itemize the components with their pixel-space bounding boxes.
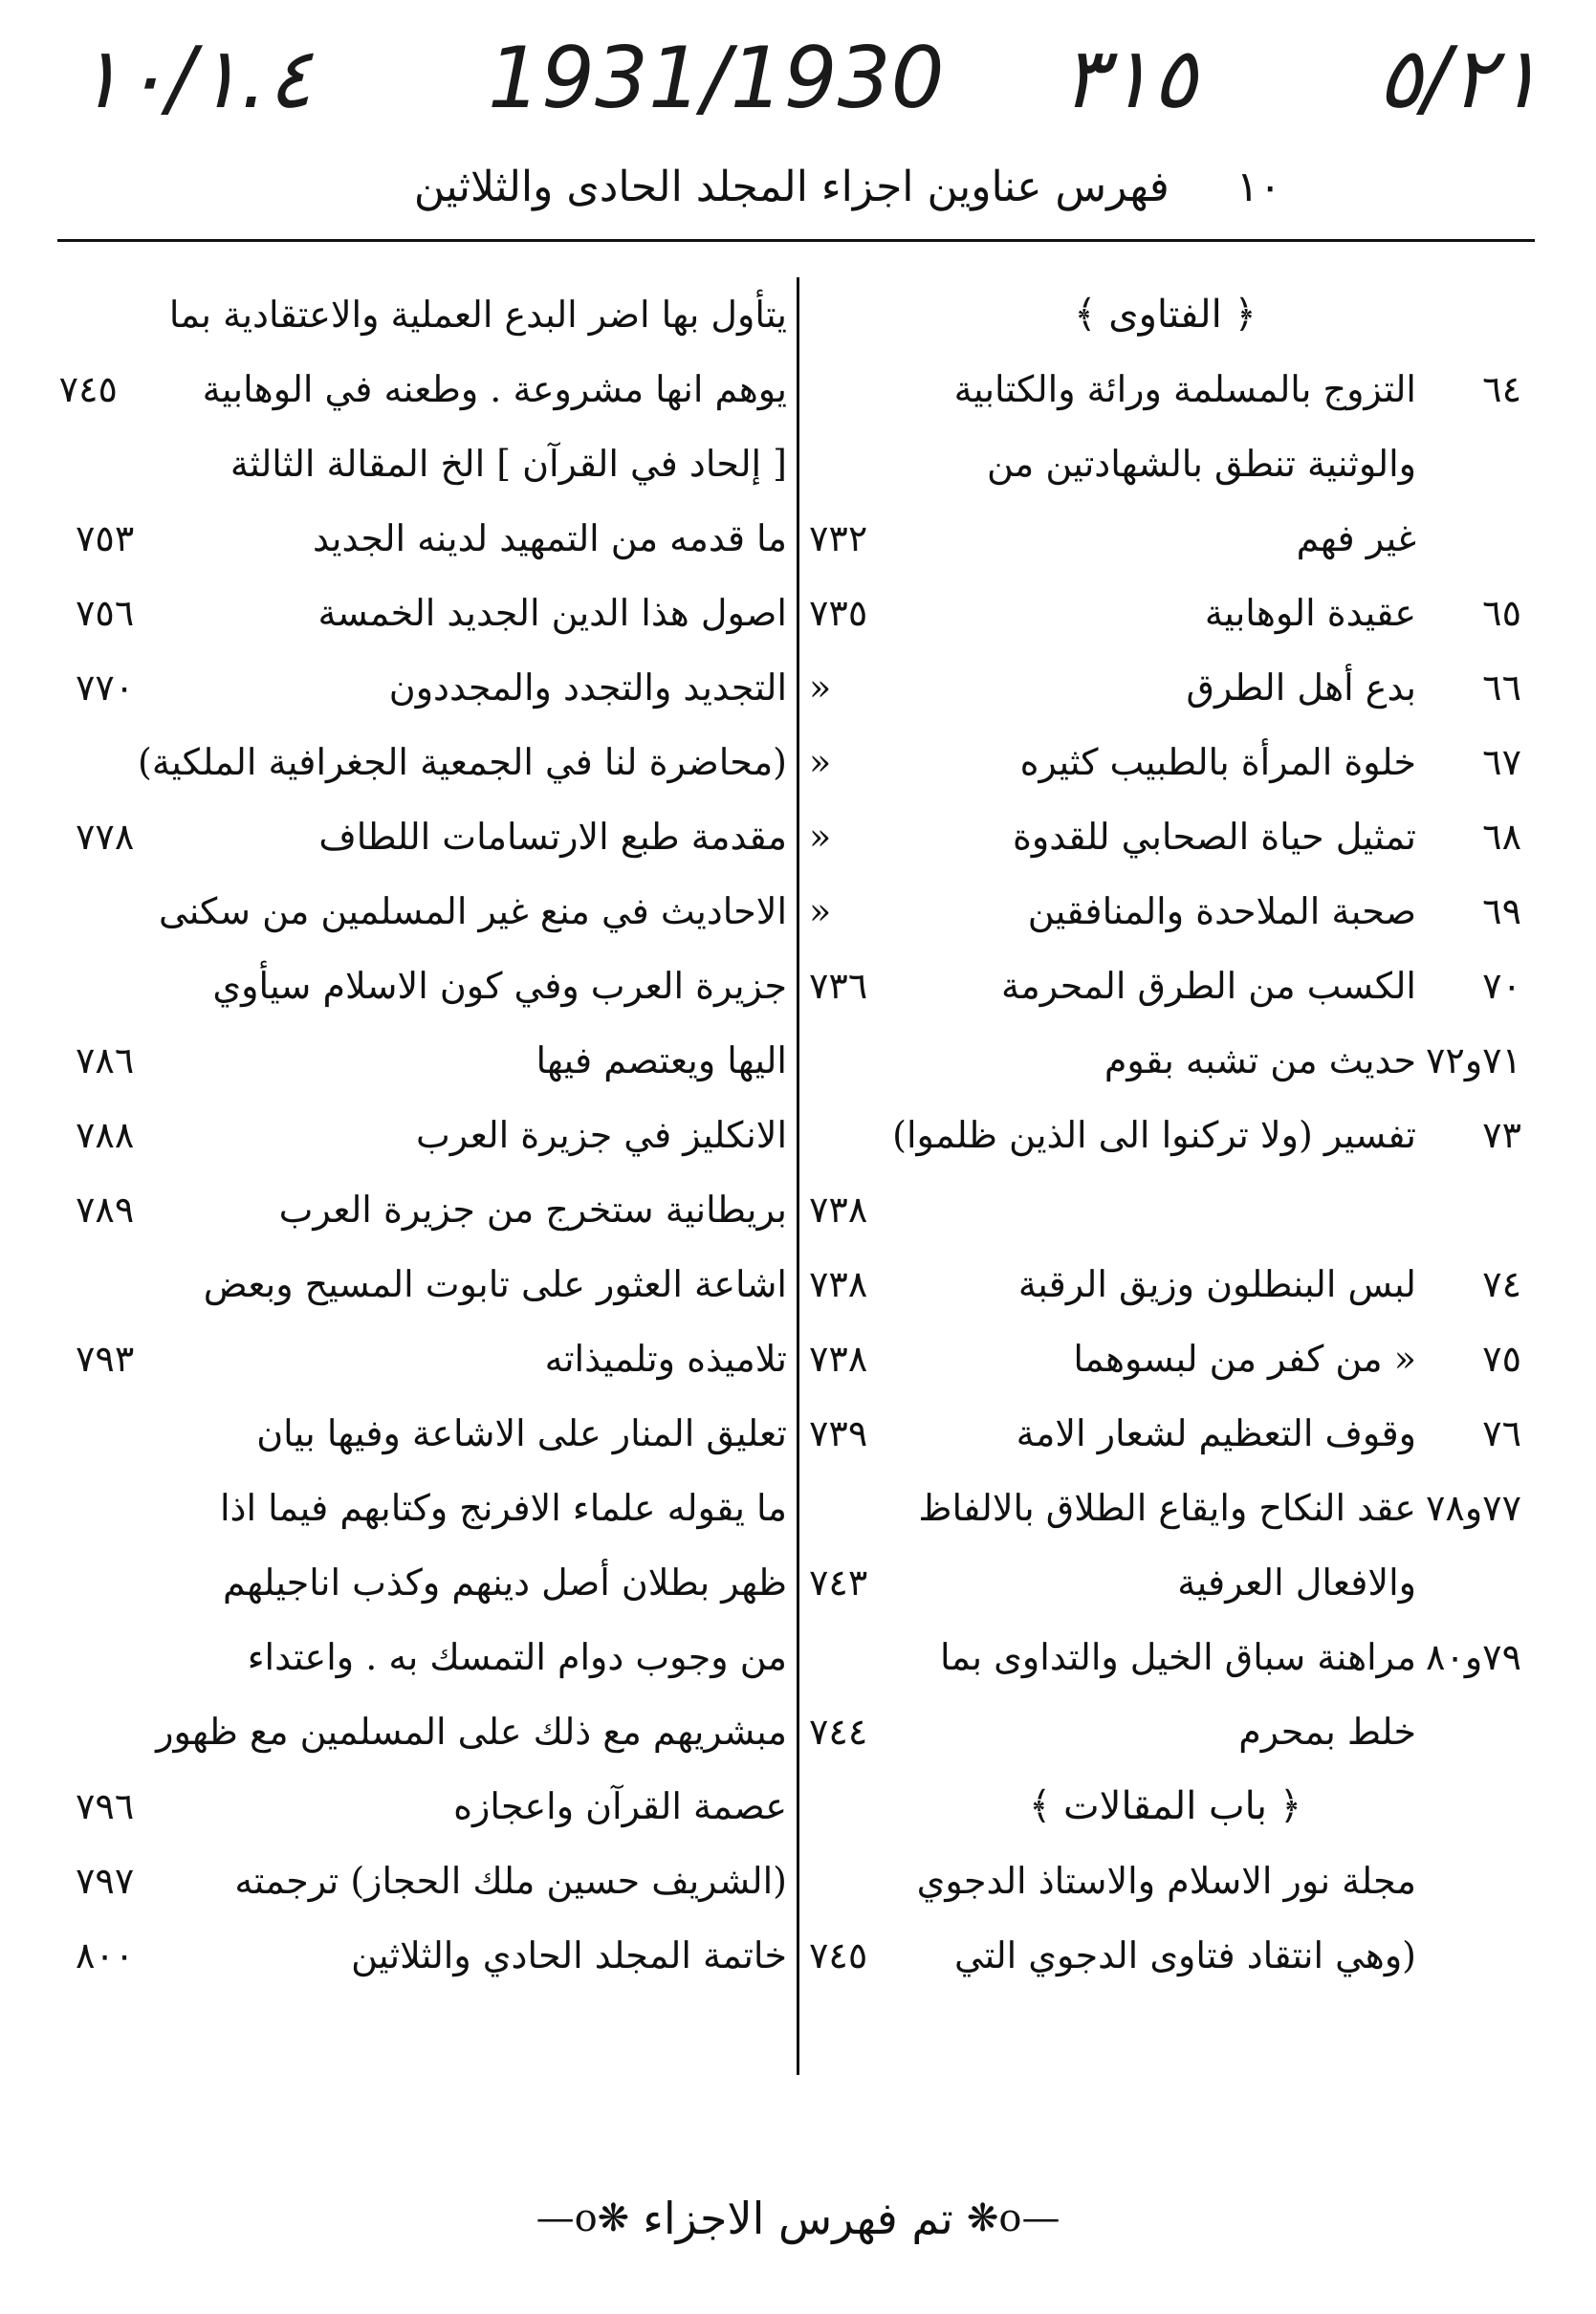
index-entry (809, 1844, 1521, 1918)
entry-number: ٧٣ (1482, 1114, 1521, 1156)
index-entry (76, 426, 787, 501)
index-entry (809, 1023, 1521, 1098)
index-entry (76, 725, 787, 799)
index-entry (809, 1471, 1521, 1545)
index-entry (809, 426, 1521, 501)
index-entry (76, 277, 787, 352)
entry-title: اشاعة العثور على تابوت المسيح وبعض (203, 1263, 787, 1305)
entry-title: التجديد والتجدد والمجددون (388, 666, 787, 709)
entry-title: يوهم انها مشروعة . وطعنه في الوهابية (202, 368, 787, 410)
section-heading-maqalat: ﴿ باب المقالات ﴾ (1028, 1784, 1302, 1828)
entry-page: ٧٣٦ (809, 965, 868, 1007)
entry-number: ٦٩ (1482, 890, 1521, 932)
page-number: ١٠ (1235, 162, 1281, 211)
entry-title: عقيدة الوهابية (1204, 592, 1416, 634)
page-header (335, 153, 1281, 220)
index-entry (76, 1545, 787, 1620)
handwritten-note-3: ٣١٥ (1061, 29, 1197, 127)
index-entry (76, 1471, 787, 1545)
ornament-icon: —o❋ (966, 2196, 1060, 2240)
entry-page: ٧٣٥ (809, 592, 868, 634)
index-entry (809, 1545, 1521, 1620)
entry-number: ٧٤ (1482, 1263, 1521, 1305)
entry-title: بريطانية ستخرج من جزيرة العرب (278, 1189, 787, 1231)
entry-page: ٧٤٥ (809, 1934, 868, 1976)
index-entry (809, 799, 1521, 874)
handwritten-note-1: ١٠/١.٤ (77, 29, 313, 127)
right-column (797, 277, 1535, 2075)
entry-title: (محاضرة لنا في الجمعية الجغرافية الملكية) (138, 741, 787, 783)
entry-page: « (809, 816, 832, 858)
entry-title: مبشريهم مع ذلك على المسلمين مع ظهور (156, 1711, 787, 1753)
entry-page: ٧٥٦ (76, 592, 135, 634)
index-entry (76, 501, 787, 576)
entry-page: ٧٧٠ (76, 666, 135, 709)
entry-number: ٧٩و٨٠ (1425, 1636, 1521, 1678)
entry-number: ٧١و٧٢ (1425, 1039, 1521, 1081)
entry-title: تفسير (ولا تركنوا الى الذين ظلموا) (892, 1114, 1416, 1156)
entry-title: جزيرة العرب وفي كون الاسلام سيأوي (212, 965, 787, 1007)
entry-page: ٧٤٣ (809, 1561, 868, 1604)
entry-number: ٦٤ (1482, 368, 1521, 410)
left-column (58, 277, 797, 2075)
index-entry (76, 1172, 787, 1247)
entry-title: (الشريف حسين ملك الحجاز) ترجمته (234, 1860, 787, 1902)
entry-title: مراهنة سباق الخيل والتداوى بما (939, 1636, 1416, 1678)
entry-title: والوثنية تنطق بالشهادتين من (986, 443, 1416, 485)
index-entry (76, 874, 787, 949)
entry-title: عقد النكاح وايقاع الطلاق بالالفاظ (918, 1487, 1416, 1529)
ornament-icon: ❋o— (536, 2196, 630, 2240)
entry-title: صحبة الملاحدة والمنافقين (1027, 890, 1416, 932)
entry-number: ٦٧ (1482, 741, 1521, 783)
entry-title: مجلة نور الاسلام والاستاذ الدجوي (916, 1860, 1416, 1902)
entry-title: من وجوب دوام التمسك به . واعتداء (247, 1636, 787, 1678)
entry-title: حديث من تشبه بقوم (1104, 1039, 1416, 1081)
entry-page: ٧٣٢ (809, 517, 868, 559)
index-columns (57, 277, 1535, 2075)
index-entry (76, 1769, 787, 1844)
index-entry (76, 949, 787, 1023)
entry-page: ٧٣٨ (809, 1189, 868, 1231)
header-divider (57, 239, 1535, 242)
entry-title: اصول هذا الدين الجديد الخمسة (317, 592, 787, 634)
entry-title: ما قدمه من التمهيد لدينه الجديد (312, 517, 787, 559)
entry-title: خاتمة المجلد الحادي والثلاثين (351, 1934, 787, 1976)
entry-page: « (809, 741, 832, 783)
entry-title: « من كفر من لبسوهما (1073, 1338, 1416, 1380)
entry-title: والافعال العرفية (1177, 1561, 1416, 1604)
index-entry (809, 1098, 1521, 1172)
index-entry (809, 501, 1521, 576)
index-entry (58, 352, 787, 426)
entry-title: تعليق المنار على الاشاعة وفيها بيان (256, 1412, 787, 1454)
page-title: فهرس عناوين اجزاء المجلد الحادى والثلاثين (413, 162, 1170, 211)
entry-page: ٧٩٣ (76, 1338, 135, 1380)
entry-title: تمثيل حياة الصحابي للقدوة (1013, 816, 1416, 858)
index-entry (76, 1098, 787, 1172)
footer (0, 2180, 1596, 2257)
entry-page: ٨٠٠ (76, 1934, 135, 1976)
entry-page: ٧٨٩ (76, 1189, 135, 1231)
entry-page: ٧٥٣ (76, 517, 135, 559)
entry-page: ٧٩٦ (76, 1785, 135, 1827)
index-entry (76, 1321, 787, 1396)
entry-title: تلاميذه وتلميذاته (544, 1338, 787, 1380)
entry-title: الكسب من الطرق المحرمة (1001, 965, 1416, 1007)
entry-title: اليها ويعتصم فيها (536, 1039, 787, 1081)
entry-title: يتأول بها اضر البدع العملية والاعتقادية بما (168, 294, 787, 336)
index-entry (809, 1918, 1521, 1993)
index-entry (809, 949, 1521, 1023)
index-entry (76, 1247, 787, 1321)
entry-page: ٧٤٥ (58, 368, 118, 410)
entry-number: ٦٨ (1482, 816, 1521, 858)
index-entry (809, 1396, 1521, 1471)
entry-title: وقوف التعظيم لشعار الامة (1016, 1412, 1416, 1454)
handwritten-annotations (0, 29, 1596, 163)
entry-title: ظهر بطلان أصل دينهم وكذب اناجيلهم (222, 1561, 787, 1604)
section-heading-fatawa: ﴿ الفتاوى ﴾ (1074, 293, 1257, 337)
entry-page: ٧٩٧ (76, 1860, 135, 1902)
index-entry (809, 650, 1521, 725)
handwritten-note-4: ٥/٢١ (1377, 29, 1541, 127)
entry-page: ٧٣٩ (809, 1412, 868, 1454)
index-entry (76, 650, 787, 725)
entry-number: ٧٥ (1482, 1338, 1521, 1380)
entry-number: ٧٠ (1482, 965, 1521, 1007)
entry-page: ٧٨٦ (76, 1039, 135, 1081)
footer-text: تم فهرس الاجزاء (643, 2193, 953, 2244)
index-entry (76, 1918, 787, 1993)
entry-title: عصمة القرآن واعجازه (453, 1785, 787, 1827)
index-entry (809, 1247, 1521, 1321)
index-entry (76, 1694, 787, 1769)
entry-page: ٧٤٤ (809, 1711, 868, 1753)
entry-title: التزوج بالمسلمة ورائة والكتابية (953, 368, 1416, 410)
index-entry (809, 1321, 1521, 1396)
entry-number: ٦٦ (1482, 666, 1521, 709)
entry-number: ٦٥ (1482, 592, 1521, 634)
entry-page: ٧٣٨ (809, 1338, 868, 1380)
entry-title: مقدمة طبع الارتسامات اللطاف (318, 816, 787, 858)
index-entry (809, 874, 1521, 949)
entry-number: ٧٦ (1482, 1412, 1521, 1454)
entry-page: « (809, 666, 832, 709)
entry-page: ٧٨٨ (76, 1114, 135, 1156)
handwritten-note-2: 1931/1930 (488, 29, 945, 127)
entry-title: (وهي انتقاد فتاوى الدجوي التي (953, 1934, 1416, 1976)
entry-number: ٧٧و٧٨ (1425, 1487, 1521, 1529)
entry-page: ٧٧٨ (76, 816, 135, 858)
entry-page: ٧٣٨ (809, 1263, 868, 1305)
entry-title: ما يقوله علماء الافرنج وكتابهم فيما اذا (219, 1487, 787, 1529)
index-entry (76, 1023, 787, 1098)
index-entry (809, 576, 1521, 650)
entry-page: « (809, 890, 832, 932)
index-entry (809, 352, 1521, 426)
entry-title: الاحاديث في منع غير المسلمين من سكنى (159, 890, 787, 932)
entry-title: بدع أهل الطرق (1186, 666, 1416, 709)
entry-title: [ إلحاد في القرآن ] الخ المقالة الثالثة (230, 443, 787, 485)
index-entry (809, 1694, 1521, 1769)
index-entry (76, 1844, 787, 1918)
index-entry (76, 1396, 787, 1471)
index-entry (76, 576, 787, 650)
index-entry (809, 1620, 1521, 1694)
entry-title: غير فهم (1296, 517, 1416, 559)
index-entry (809, 725, 1521, 799)
index-entry (76, 1620, 787, 1694)
entry-title: الانكليز في جزيرة العرب (416, 1114, 787, 1156)
entry-title: لبس البنطلون وزيق الرقبة (1017, 1263, 1416, 1305)
entry-title: خلط بمحرم (1238, 1711, 1416, 1753)
index-entry (809, 1172, 1521, 1247)
entry-title: خلوة المرأة بالطبيب كثيره (1019, 741, 1416, 783)
index-entry (76, 799, 787, 874)
